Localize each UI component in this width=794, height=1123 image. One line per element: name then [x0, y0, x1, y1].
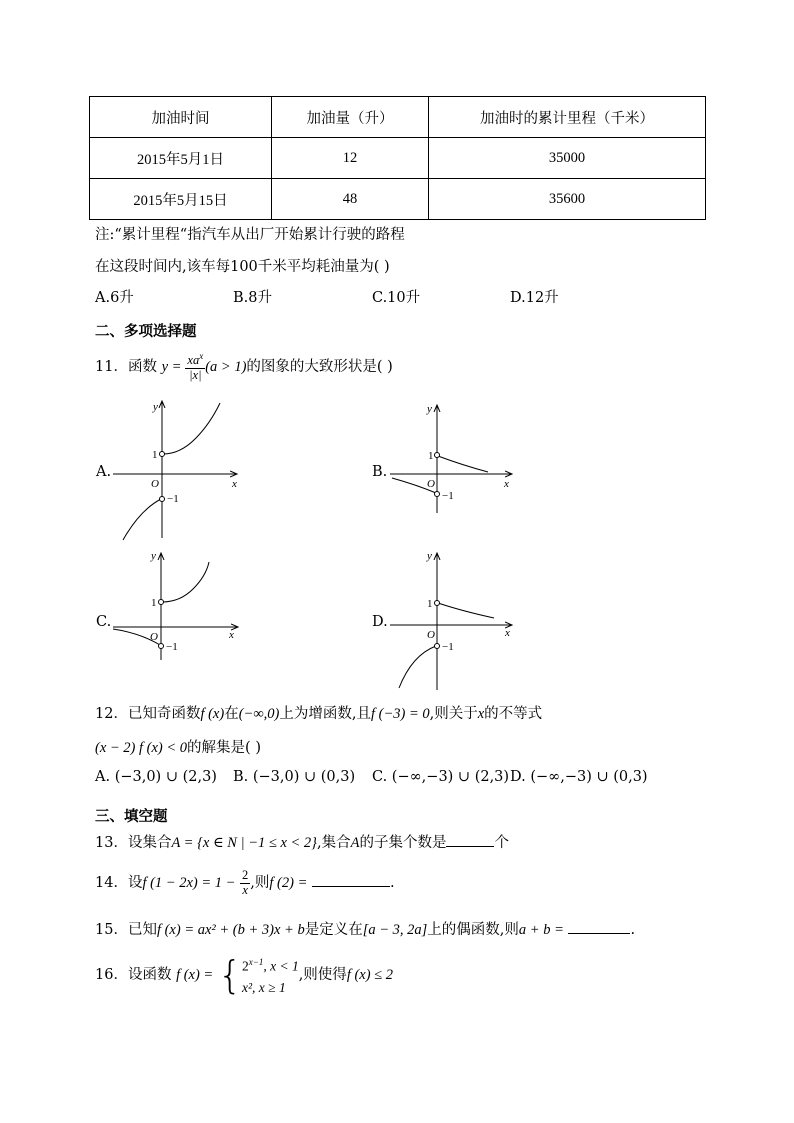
open-point — [159, 600, 164, 605]
table-cell: 2015年5月15日 — [90, 179, 272, 220]
tick-label: −1 — [167, 493, 179, 505]
q10-option-c: C.10升 — [372, 290, 421, 306]
left-brace: { — [217, 953, 243, 997]
q12-line1: 12．已知奇函数f (x)在(−∞,0)上为增函数,且f (−3) = 0,则关于x的不等式 — [95, 706, 543, 722]
q10-stem: 在这段时间内,该车每100千米平均耗油量为( ) — [95, 259, 390, 275]
q12-option-c: C. (−∞,−3) ∪ (2,3) — [372, 769, 510, 785]
graph-d — [382, 545, 532, 693]
graph-label-c: C. — [96, 614, 112, 630]
graph-label-d: D. — [372, 614, 388, 630]
y-label: y — [427, 403, 432, 415]
tick-label: 1 — [152, 449, 158, 461]
table-header: 加油时的累计里程（千米） — [429, 97, 706, 138]
origin-label: O — [427, 478, 435, 490]
question-number: 14． — [95, 875, 128, 891]
graph-b — [382, 395, 532, 545]
answer-blank[interactable] — [568, 919, 630, 934]
curve-left — [399, 646, 436, 688]
fraction: $\frac{2}{x}$ — [242, 868, 249, 897]
q14-stem: 14．设f (1 − 2x) = 1 − $\frac{2}{x}$ ,则f (2) = . — [95, 868, 395, 897]
tick-label: −1 — [166, 641, 178, 653]
q13-stem: 13．设集合A = {x ∈ N | −1 ≤ x < 2},集合A的子集个数是 个 — [95, 831, 509, 852]
tick-label: 1 — [428, 450, 434, 462]
origin-label: O — [427, 629, 435, 641]
question-number: 15． — [95, 922, 128, 938]
fuel-table — [89, 96, 706, 220]
x-label: x — [505, 627, 510, 639]
question-number: 13． — [95, 835, 128, 851]
q12-line2: (x − 2) f (x) < 0的解集是( ) — [95, 740, 261, 756]
table-cell: 2015年5月1日 — [90, 138, 272, 179]
curve-right — [162, 562, 209, 602]
q12-option-a: A. (−3,0) ∪ (2,3) — [95, 769, 217, 785]
fraction: $\frac{xa^x}{|x|}$ — [187, 351, 204, 382]
table-cell: 35000 — [429, 138, 706, 179]
table-header: 加油量（升） — [272, 97, 429, 138]
graph-c — [105, 545, 255, 665]
graph-label-a: A. — [96, 464, 112, 480]
table-row — [90, 138, 706, 179]
open-point — [435, 492, 440, 497]
q12-option-b: B. (−3,0) ∪ (0,3) — [233, 769, 356, 785]
table-cell: 48 — [272, 179, 429, 220]
y-label: y — [151, 550, 156, 562]
origin-label: O — [150, 631, 158, 643]
tick-label: 1 — [427, 598, 433, 610]
question-number: 12． — [95, 706, 128, 722]
piecewise-cases: $2^{x-1}$, x < 1 x², x ≥ 1 — [242, 956, 299, 996]
open-point — [435, 453, 440, 458]
table-header-row — [90, 97, 706, 138]
x-label: x — [504, 478, 509, 490]
x-label: x — [229, 629, 234, 641]
q15-stem: 15．已知f (x) = ax² + (b + 3)x + b是定义在[a − 3, 2a]上的偶函数,则a + b = . — [95, 918, 635, 939]
curve-left — [123, 499, 161, 540]
table-cell: 35600 — [429, 179, 706, 220]
open-point — [435, 601, 440, 606]
table-cell: 12 — [272, 138, 429, 179]
open-point — [435, 644, 440, 649]
table-header: 加油时间 — [90, 97, 272, 138]
open-point — [160, 452, 165, 457]
curve-right — [438, 603, 494, 618]
y-label: y — [427, 550, 432, 562]
graph-label-b: B. — [372, 464, 388, 480]
origin-label: O — [151, 478, 159, 490]
section-title: 二、多项选择题 — [95, 324, 197, 340]
curve-right — [438, 456, 488, 472]
q10-note: 注:“累计里程“指汽车从出厂开始累计行驶的路程 — [95, 227, 405, 243]
answer-blank[interactable] — [312, 872, 390, 887]
open-point — [159, 644, 164, 649]
tick-label: −1 — [442, 490, 454, 502]
graph-a — [105, 395, 255, 545]
q10-option-b: B.8升 — [233, 290, 272, 306]
q10-option-a: A.6升 — [95, 290, 134, 306]
open-point — [160, 497, 165, 502]
curve-right — [163, 403, 220, 454]
question-number: 16． — [95, 967, 128, 983]
y-label: y — [153, 401, 158, 413]
x-label: x — [232, 478, 237, 490]
q16-stem: 16．设函数 f (x) = { $2^{x-1}$, x < 1 x², x ≥ 1 ,则使得f (x) ≤ 2 — [95, 950, 393, 1000]
tick-label: 1 — [151, 597, 157, 609]
q11-stem: 11．函数 y = $\frac{xa^x}{|x|}$ (a > 1)的图象的大致形状是( ) — [95, 351, 393, 382]
answer-blank[interactable] — [446, 832, 494, 847]
q10-option-d: D.12升 — [510, 290, 559, 306]
tick-label: −1 — [442, 641, 454, 653]
table-row — [90, 179, 706, 220]
q12-option-d: D. (−∞,−3) ∪ (0,3) — [510, 769, 648, 785]
section-title: 三、填空题 — [95, 809, 168, 825]
question-number: 11． — [95, 359, 128, 375]
